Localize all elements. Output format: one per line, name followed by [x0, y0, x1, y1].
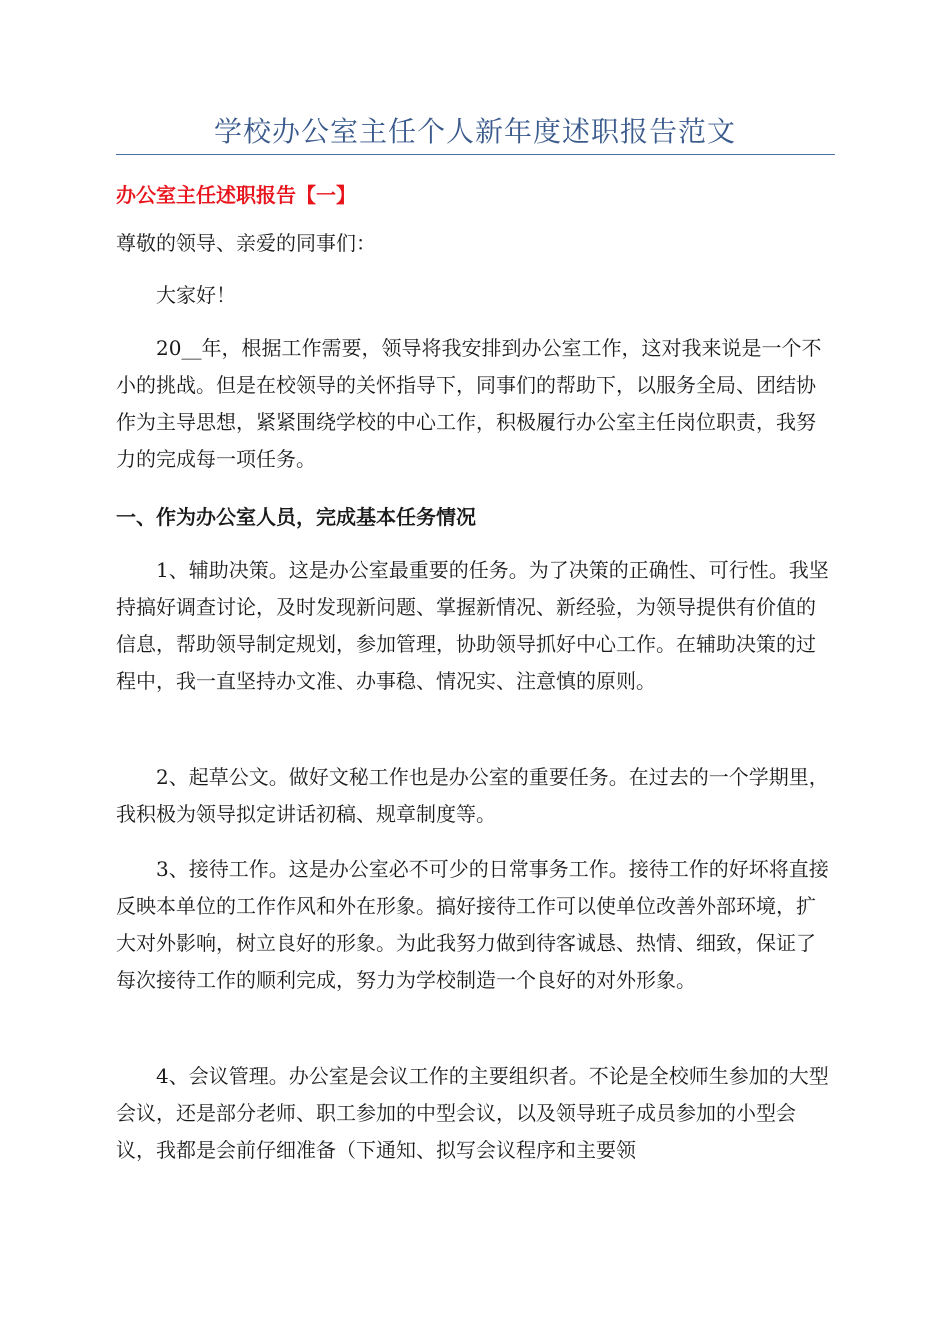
paragraph-item-2: 2、起草公文。做好文秘工作也是办公室的重要任务。在过去的一个学期里，我积极为领导拟定讲话初稿、规章制度等。	[116, 765, 829, 826]
title-underline	[116, 154, 835, 155]
paragraph-item-3: 3、接待工作。这是办公室必不可少的日常事务工作。接待工作的好坏将直接反映本单位的工作作风和外在形象。搞好接待工作可以使单位改善外部环境，扩大对外影响，树立良好的形象。为此我努力做到待客诚恳、热情、细致，保证了每次接待工作的顺利完成，努力为学校制造一个良好的对外形象。	[116, 857, 829, 992]
greeting: 大家好！	[156, 283, 236, 307]
subheading-basic-tasks: 一、作为办公室人员，完成基本任务情况	[116, 505, 476, 529]
section-heading: 办公室主任述职报告【一】	[116, 183, 356, 207]
intro-paragraph: 20__年，根据工作需要，领导将我安排到办公室工作，这对我来说是一个不小的挑战。但是在校领导的关怀指导下，同事们的帮助下，以服务全局、团结协作为主导思想，紧紧围绕学校的中心工作，积极履行办公室主任岗位职责，我努力的完成每一项任务。	[116, 336, 822, 471]
salutation: 尊敬的领导、亲爱的同事们：	[116, 231, 376, 255]
paragraph-item-4: 4、会议管理。办公室是会议工作的主要组织者。不论是全校师生参加的大型会议，还是部分老师、职工参加的中型会议，以及领导班子成员参加的小型会议，我都是会前仔细准备（下通知、拟写会议程序和主要领	[116, 1064, 829, 1162]
document-title: 学校办公室主任个人新年度述职报告范文	[213, 115, 736, 148]
paragraph-item-1: 1、辅助决策。这是办公室最重要的任务。为了决策的正确性、可行性。我坚持搞好调查讨论，及时发现新问题、掌握新情况、新经验，为领导提供有价值的信息，帮助领导制定规划，参加管理，协助领导抓好中心工作。在辅助决策的过程中，我一直坚持办文准、办事稳、情况实、注意慎的原则。	[116, 558, 829, 693]
